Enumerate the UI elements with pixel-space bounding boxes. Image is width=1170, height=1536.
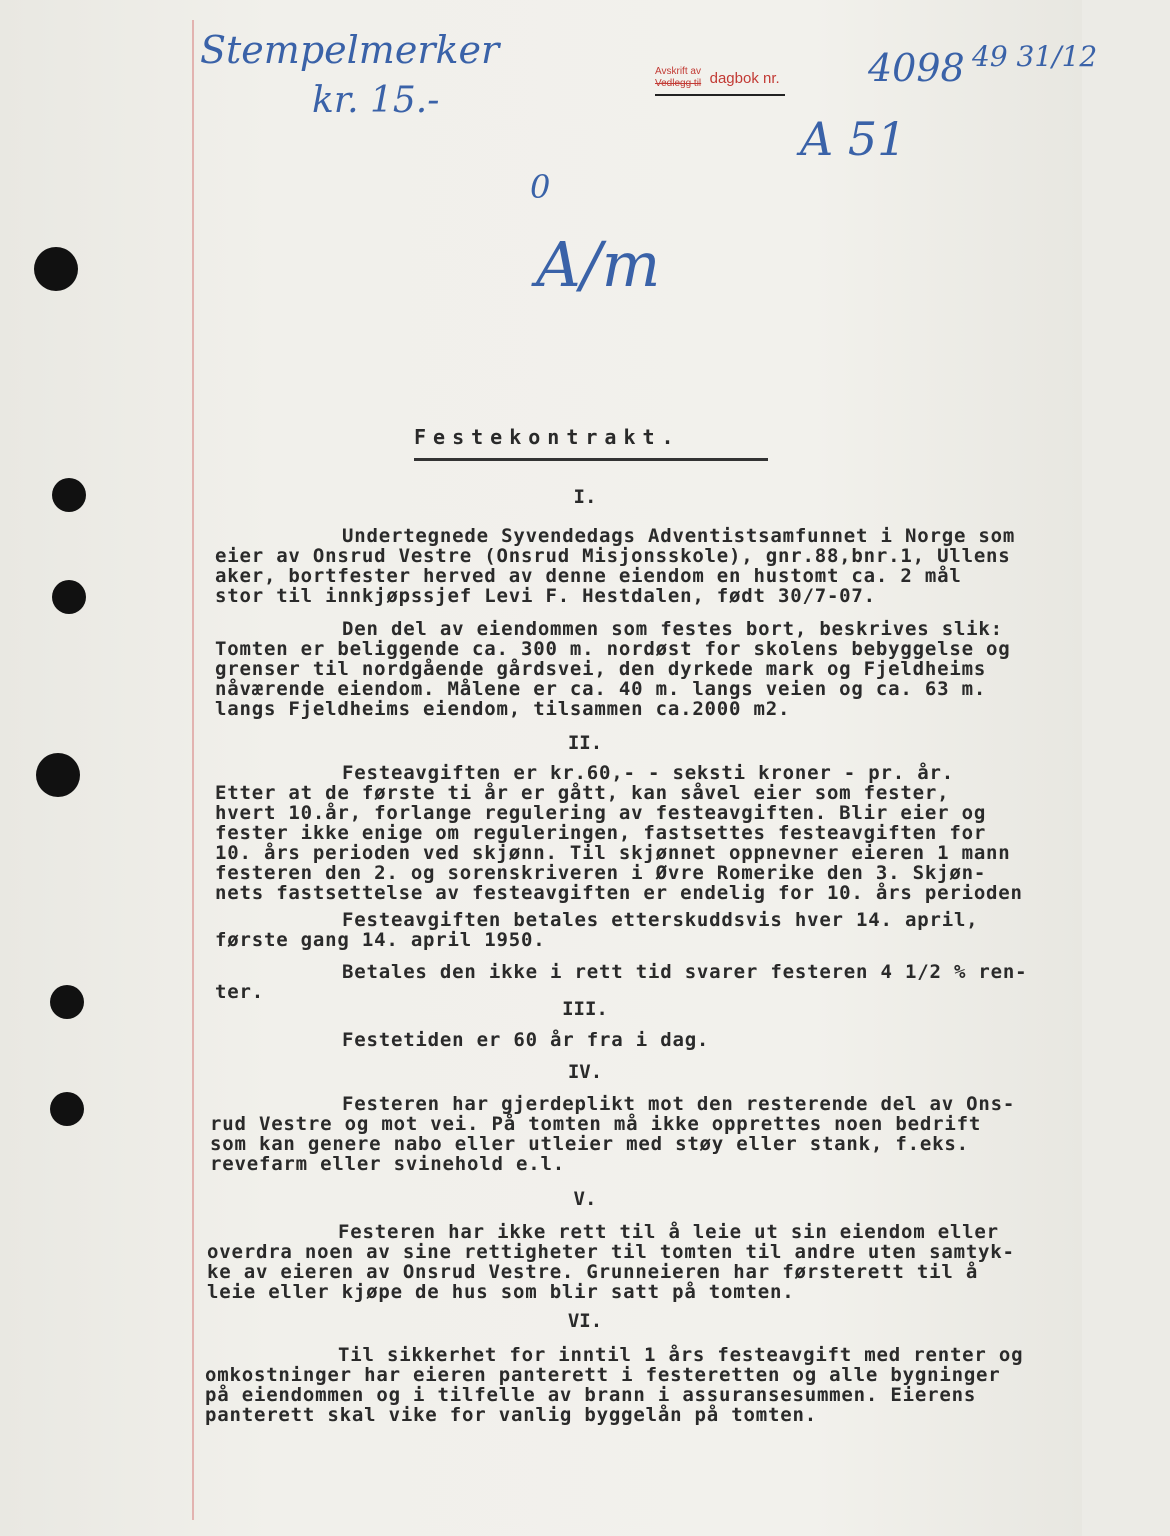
- text-line: nåværende eiendom. Målene er ca. 40 m. langs veien og ca. 63 m.: [215, 678, 987, 700]
- section-heading: II.: [567, 732, 603, 754]
- text-line: langs Fjeldheims eiendom, tilsammen ca.2000 m2.: [215, 698, 791, 720]
- text-line: på eiendommen og i tilfelle av brann i assuransesummen. Eierens: [205, 1384, 977, 1406]
- text-line: panterett skal vike for vanlig byggelån på tomten.: [205, 1404, 817, 1426]
- text-line: Festeavgiften er kr.60,- - seksti kroner - pr. år.: [342, 762, 954, 784]
- handwritten-date: 49 31/12: [972, 40, 1098, 73]
- stamp-dagbok-label: dagbok nr.: [709, 69, 780, 87]
- text-line: fester ikke enige om reguleringen, fastsettes festeavgiften for: [215, 822, 987, 844]
- punch-hole: [34, 247, 78, 291]
- text-line: hvert 10.år, forlange regulering av festeavgiften. Blir eier og: [215, 802, 987, 824]
- text-line: ter.: [215, 981, 264, 1003]
- punch-hole: [52, 580, 86, 614]
- section-heading: III.: [562, 998, 608, 1020]
- dagbok-stamp: [655, 66, 780, 90]
- text-line: Betales den ikke i rett tid svarer festeren 4 1/2 % ren-: [342, 961, 1028, 983]
- section-heading: VI.: [567, 1310, 603, 1332]
- margin-line: [192, 20, 194, 1520]
- punch-hole: [50, 1092, 84, 1126]
- punch-hole: [36, 753, 80, 797]
- text-line: stor til innkjøpssjef Levi F. Hestdalen, født 30/7-07.: [215, 585, 876, 607]
- stamp-underline: [655, 94, 785, 96]
- text-line: overdra noen av sine rettigheter til tomten til andre uten samtyk-: [207, 1241, 1015, 1263]
- text-line: nets fastsettelse av festeavgiften er endelig for 10. års perioden: [215, 882, 1023, 904]
- section-heading: I.: [573, 486, 597, 508]
- text-line: Undertegnede Syvendedags Adventistsamfunnet i Norge som: [342, 525, 1016, 547]
- document-title: Festekontrakt.: [414, 425, 681, 449]
- text-line: ke av eieren av Onsrud Vestre. Grunneieren har førsterett til å: [207, 1261, 979, 1283]
- text-line: omkostninger har eieren panterett i festeretten og alle bygninger: [205, 1364, 1001, 1386]
- handwritten-mark: 0: [530, 168, 551, 206]
- text-line: Festeavgiften betales etterskuddsvis hver 14. april,: [342, 909, 979, 931]
- text-line: aker, bortfester herved av denne eiendom en hustomt ca. 2 mål: [215, 565, 962, 587]
- handwritten-initials: A/m: [536, 228, 661, 301]
- text-line: Festetiden er 60 år fra i dag.: [342, 1029, 710, 1051]
- text-line: første gang 14. april 1950.: [215, 929, 546, 951]
- text-line: revefarm eller svinehold e.l.: [210, 1153, 565, 1175]
- text-line: Den del av eiendommen som festes bort, beskrives slik:: [342, 618, 1003, 640]
- handwritten-reference: A 51: [800, 112, 907, 166]
- text-line: som kan genere nabo eller utleier med støy eller stank, f.eks.: [210, 1133, 969, 1155]
- text-line: Tomten er beliggende ca. 300 m. nordøst for skolens bebyggelse og: [215, 638, 1011, 660]
- section-heading: V.: [573, 1188, 597, 1210]
- text-line: Etter at de første ti år er gått, kan såvel eier som fester,: [215, 782, 950, 804]
- text-line: festeren den 2. og sorenskriveren i Øvre Romerike den 3. Skjøn-: [215, 862, 987, 884]
- text-line: 10. års perioden ved skjønn. Til skjønnet oppnevner eieren 1 mann: [215, 842, 1011, 864]
- handwritten-stamp-note: Stempelmerker: [200, 28, 500, 72]
- stamp-line2: Vedlegg til: [655, 78, 702, 89]
- text-line: Festeren har gjerdeplikt mot den resterende del av Ons-: [342, 1093, 1016, 1115]
- handwritten-amount: kr. 15.-: [312, 80, 440, 121]
- text-line: rud Vestre og mot vei. På tomten må ikke opprettes noen bedrift: [210, 1113, 982, 1135]
- text-line: Festeren har ikke rett til å leie ut sin eiendom eller: [338, 1221, 999, 1243]
- handwritten-dagbok-number: 4098: [868, 46, 965, 90]
- text-line: eier av Onsrud Vestre (Onsrud Misjonsskole), gnr.88,bnr.1, Ullens: [215, 545, 1011, 567]
- section-heading: IV.: [567, 1061, 603, 1083]
- title-underline: [414, 458, 768, 461]
- stamp-line1: Avskrift av: [655, 66, 701, 77]
- text-line: grenser til nordgående gårdsvei, den dyrkede mark og Fjeldheims: [215, 658, 987, 680]
- text-line: leie eller kjøpe de hus som blir satt på tomten.: [207, 1281, 795, 1303]
- text-line: Til sikkerhet for inntil 1 års festeavgift med renter og: [338, 1344, 1024, 1366]
